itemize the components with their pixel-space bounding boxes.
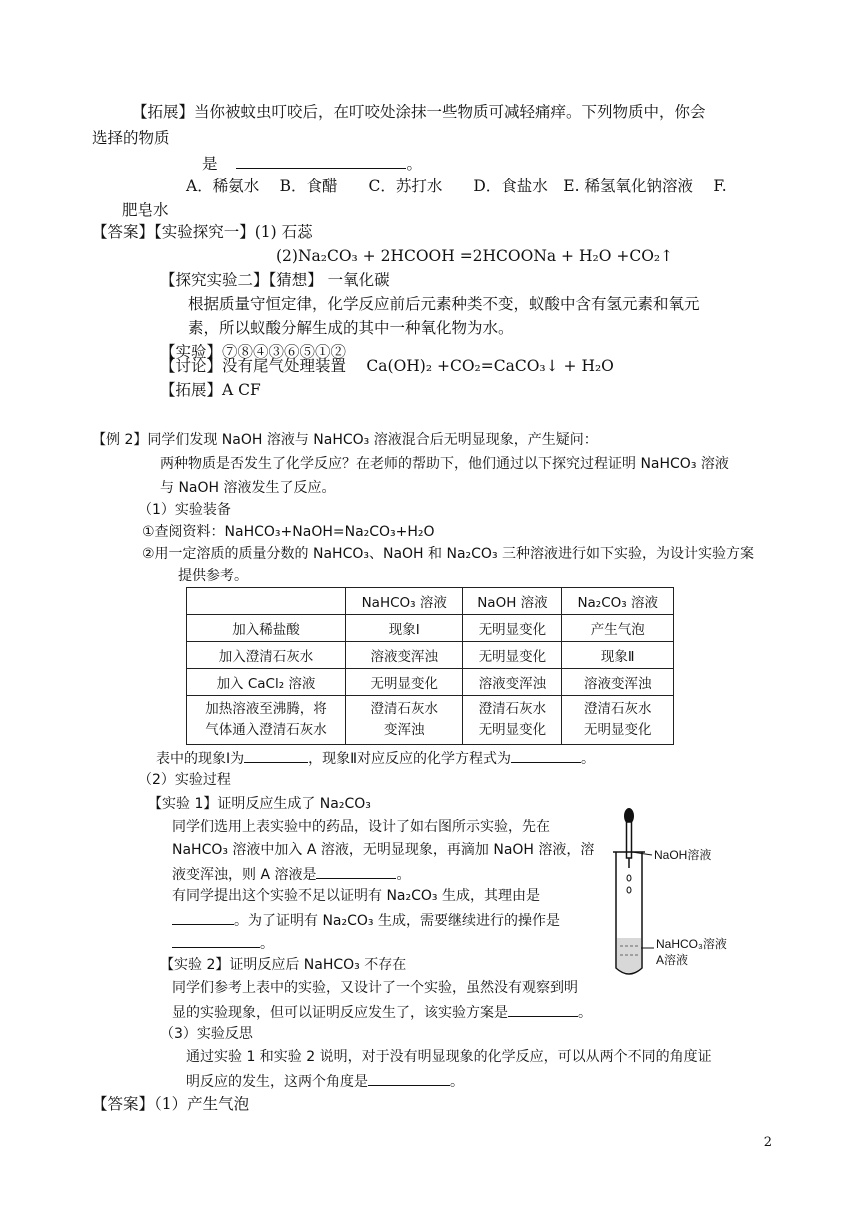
ext-options: A．稀氨水 B．食醋 C．苏打水 D．食盐水 E. 稀氢氧化钠溶液 F. [186,177,727,195]
cell-line: 气体通入澄清石灰水 [205,722,327,738]
experiment-2-line-1: 同学们参考上表中的实验，又设计了一个实验，虽然没有观察到明 [172,980,578,996]
example-2-line-1: 【例 2】同学们发现 NaOH 溶液与 NaHCO₃ 溶液混合后无明显现象，产生疑问： [92,432,598,448]
experiment-1-line-5 [172,909,560,931]
phenomena-table [186,587,674,745]
question-text: ，现象Ⅱ对应反应的化学方程式为 [308,751,512,767]
example-2-line-3: 与 NaOH 溶液发生了反应。 [160,480,336,496]
answer-2: 【答案】（1）产生气泡 [92,1095,250,1113]
table-row [187,615,674,642]
ext-line-2: 选择的物质 [92,129,170,147]
table-row [187,669,674,696]
table-header-row [187,588,674,615]
example-2-line-7: 提供参考。 [178,568,248,584]
experiment-1-line-2: NaHCO₃ 溶液中加入 A 溶液，无明显现象，再滴加 NaOH 溶液，溶 [172,842,595,858]
experiment-1-line-4: 有同学提出这个实验不足以证明有 Na₂CO₃ 生成，其理由是 [172,888,540,904]
answer-blank [172,932,260,948]
table-cell: 无明显变化 [463,642,562,669]
answer-1-line-4: 根据质量守恒定律，化学反应前后元素种类不变，蚁酸中含有氢元素和氧元 [188,295,700,313]
section-2-heading: （2）实验过程 [138,772,231,788]
answer-1-line-7: 【讨论】没有尾气处理装置 Ca(OH)₂ +CO₂=CaCO₃↓ + H₂O [160,357,614,375]
answer-blank [368,1070,450,1086]
ext-line-3: 是 。 [202,155,422,173]
question-text: 显的实验现象，但可以证明反应发生了，该实验方案是 [172,1005,508,1021]
table-question [156,747,595,769]
droplet-icon [627,887,631,893]
cell-line: 澄清石灰水 [370,701,438,717]
table-header-cell: NaOH 溶液 [463,588,562,615]
cell-line: 变浑浊 [383,722,425,738]
page-number: 2 [763,1135,772,1150]
table-cell: 溶液变浑浊 [346,642,463,669]
experiment-2-line-2 [172,1001,592,1023]
question-text: 。 [581,751,596,767]
ext-line-3-text: 是 [202,155,218,173]
answer-1-line-5: 素，所以蚁酸分解生成的其中一种氧化物为水。 [188,319,514,337]
reflection-line-2 [186,1070,464,1092]
table-cell [346,696,463,745]
answer-blank [244,747,308,763]
label-a-solution: A溶液 [656,953,689,967]
ext-options-2: 肥皂水 [122,201,169,219]
table-header-cell: NaHCO₃ 溶液 [346,588,463,615]
answer-blank [172,909,234,925]
table-cell: 溶液变浑浊 [463,669,562,696]
answer-1-line-1: 【答案】【实验探究一】(1) 石蕊 [92,223,313,241]
label-naoh: NaOH溶液 [654,848,712,862]
table-cell [187,696,346,745]
question-text: 。 [450,1074,464,1090]
answer-1-equation: (2)Na₂CO₃ + 2HCOOH =2HCOONa + H₂O +CO₂↑ [276,247,674,265]
question-text: 。 [260,936,274,952]
table-cell: 加入澄清石灰水 [187,642,346,669]
experiment-2-title: 【实验 2】证明反应后 NaHCO₃ 不存在 [160,957,407,973]
answer-1-line-8: 【拓展】A CF [160,381,261,399]
table-cell: 加入 CaCl₂ 溶液 [187,669,346,696]
reference-equation: ①查阅资料：NaHCO₃+NaOH=Na₂CO₃+H₂O [142,524,435,540]
experiment-1-title: 【实验 1】证明反应生成了 Na₂CO₃ [148,796,371,812]
section-3-heading: （3）实验反思 [160,1026,253,1042]
table-cell [463,696,562,745]
answer-blank [316,863,396,879]
cell-line: 无明显变化 [478,722,547,738]
table-cell: 溶液变浑浊 [562,669,674,696]
question-text: 表中的现象Ⅰ为 [156,751,245,767]
reflection-line-1: 通过实验 1 和实验 2 说明，对于没有明显现象的化学反应，可以从两个不同的角度证 [186,1049,712,1065]
question-text: 液变浑浊，则 A 溶液是 [172,867,317,883]
answer-blank [511,747,581,763]
cell-line: 澄清石灰水 [583,701,652,717]
experiment-1-line-6 [172,932,274,954]
table-row [187,642,674,669]
test-tube-figure [596,800,736,980]
answer-1-line-6: 【实验】⑦⑧④③⑥⑤①② [160,343,347,361]
cell-line: 澄清石灰水 [478,701,547,717]
question-text: 。 [396,867,411,883]
table-cell: 无明显变化 [346,669,463,696]
section-1-heading: （1）实验装备 [138,502,231,518]
question-text: 明反应的发生，这两个角度是 [186,1074,368,1090]
example-2-line-2: 两种物质是否发生了化学反应？在老师的帮助下，他们通过以下探究过程证明 NaHCO₃ 溶液 [160,456,729,472]
example-2-line-6: ②用一定溶质的质量分数的 NaHCO₃、NaOH 和 Na₂CO₃ 三种溶液进行如下实验，为设计实验方案 [142,546,755,562]
label-nahco3: NaHCO₃溶液 [656,937,727,951]
ext-line-1: 【拓展】当你被蚊虫叮咬后，在叮咬处涂抹一些物质可减轻痛痒。下列物质中，你会 [132,103,706,121]
cell-line: 加热溶液至沸腾，将 [205,701,327,717]
experiment-1-line-1: 同学们选用上表实验中的药品，设计了如右图所示实验，先在 [172,819,550,835]
table-cell: 无明显变化 [463,615,562,642]
experiment-1-line-3 [172,863,410,885]
question-text: 。为了证明有 Na₂CO₃ 生成，需要继续进行的操作是 [234,913,560,929]
table-row [187,696,674,745]
answer-blank [236,153,406,169]
question-text: 。 [578,1005,592,1021]
table-cell: 加入稀盐酸 [187,615,346,642]
table-cell: 现象Ⅱ [562,642,674,669]
table-cell: 产生气泡 [562,615,674,642]
answer-blank [508,1001,578,1017]
table-cell: 现象Ⅰ [346,615,463,642]
table-header-cell [187,588,346,615]
table-header-cell: Na₂CO₃ 溶液 [562,588,674,615]
cell-line: 无明显变化 [583,722,652,738]
answer-1-line-3: 【探究实验二】【猜想】 一氧化碳 [160,271,390,289]
table-cell [562,696,674,745]
droplet-icon [627,875,631,881]
